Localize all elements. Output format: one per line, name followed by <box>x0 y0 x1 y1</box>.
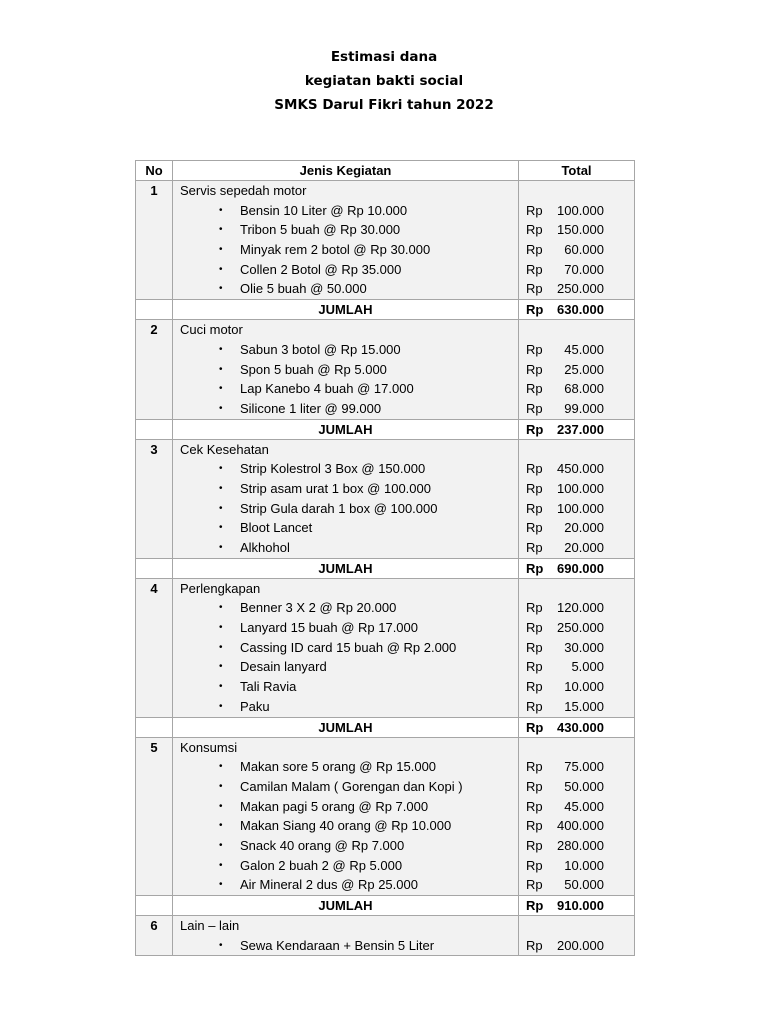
amount-spacer <box>519 916 634 936</box>
currency-label: Rp <box>526 421 544 437</box>
sum-amount-cell <box>519 896 635 916</box>
section-name: Servis sepedah motor <box>180 183 307 198</box>
sum-row <box>136 896 635 916</box>
currency-label: Rp <box>526 302 544 318</box>
section-items-cell <box>173 439 519 558</box>
list-item: • Spon 5 buah @ Rp 5.000 <box>173 360 518 380</box>
amount-value: 20.000 <box>564 540 604 555</box>
item-amount <box>519 220 634 240</box>
amount-value: 60.000 <box>564 242 604 258</box>
currency-label: Rp <box>526 818 543 834</box>
currency-label: Rp <box>526 242 543 258</box>
item-amount <box>519 499 634 519</box>
item-amount <box>519 697 634 717</box>
currency-label: Rp <box>526 857 543 873</box>
amount-value: 75.000 <box>564 759 604 775</box>
item-amount <box>519 518 634 538</box>
section-items-cell <box>173 320 519 419</box>
section-number <box>136 320 173 419</box>
sum-amount-cell <box>519 300 635 320</box>
item-amount <box>519 260 634 280</box>
list-item: • Sabun 3 botol @ Rp 15.000 <box>173 340 518 360</box>
list-item: • Minyak rem 2 botol @ Rp 30.000 <box>173 240 518 260</box>
section-row <box>136 181 635 300</box>
amount-value: 100.000 <box>557 500 604 516</box>
amount-value: 100.000 <box>557 202 604 218</box>
list-item: • Tribon 5 buah @ Rp 30.000 <box>173 220 518 240</box>
section-name: Cek Kesehatan <box>180 441 269 457</box>
amount-value: 120.000 <box>557 600 604 616</box>
section-number <box>136 737 173 896</box>
list-item: • Cassing ID card 15 buah @ Rp 2.000 <box>173 638 518 658</box>
currency-label: Rp <box>526 620 543 636</box>
currency-label: Rp <box>526 222 543 238</box>
amount-value: 150.000 <box>557 222 604 238</box>
item-amount <box>519 816 634 836</box>
sum-row <box>136 558 635 578</box>
amount-value: 100.000 <box>557 480 604 496</box>
amount-value: 250.000 <box>557 620 604 636</box>
section-amounts-cell <box>519 439 635 558</box>
item-amount <box>519 399 634 419</box>
sum-amount <box>519 420 634 439</box>
section-number <box>136 439 173 558</box>
amount-spacer <box>519 181 634 201</box>
list-item: • Makan Siang 40 orang @ Rp 10.000 <box>173 816 518 836</box>
item-amount <box>519 777 634 797</box>
currency-label: Rp <box>526 937 543 953</box>
list-item: • Air Mineral 2 dus @ Rp 25.000 <box>173 875 518 895</box>
amount-value: 15.000 <box>564 698 604 714</box>
amount-value: 10.000 <box>564 679 604 695</box>
sum-row <box>136 300 635 320</box>
item-amount <box>519 936 634 956</box>
budget-table <box>135 160 635 956</box>
currency-label: Rp <box>526 261 543 277</box>
item-amount <box>519 538 634 558</box>
sum-value: 630.000 <box>557 302 604 318</box>
list-item: • Strip Kolestrol 3 Box @ 150.000 <box>173 459 518 479</box>
amount-value: 50.000 <box>564 778 604 794</box>
list-item: • Olie 5 buah @ 50.000 <box>173 279 518 299</box>
section-number-text: 1 <box>150 183 158 198</box>
currency-label: Rp <box>526 361 543 377</box>
sum-amount-cell <box>519 558 635 578</box>
section-number <box>136 578 173 717</box>
list-item: • Makan sore 5 orang @ Rp 15.000 <box>173 757 518 777</box>
amount-value: 280.000 <box>557 837 604 853</box>
sum-row <box>136 419 635 439</box>
item-amount <box>519 360 634 380</box>
item-amount <box>519 598 634 618</box>
sum-no-cell <box>136 896 173 916</box>
amount-value: 20.000 <box>564 520 604 536</box>
sum-label: JUMLAH <box>173 300 519 320</box>
sum-label: JUMLAH <box>173 717 519 737</box>
amount-value: 70.000 <box>564 261 604 277</box>
section-name: Lain – lain <box>180 918 240 933</box>
currency-label: Rp <box>526 639 543 655</box>
amount-value: 25.000 <box>564 361 604 377</box>
currency-label: Rp <box>526 381 543 397</box>
amount-spacer <box>519 440 634 460</box>
sum-label: JUMLAH <box>173 419 519 439</box>
item-amount <box>519 797 634 817</box>
list-item: • Paku <box>173 697 518 717</box>
section-row <box>136 916 635 956</box>
amount-spacer <box>519 738 634 758</box>
currency-label: Rp <box>526 400 543 416</box>
list-item: • Bensin 10 Liter @ Rp 10.000 <box>173 201 518 221</box>
section-row <box>136 439 635 558</box>
currency-label: Rp <box>526 461 543 477</box>
list-item: • Makan pagi 5 orang @ Rp 7.000 <box>173 797 518 817</box>
sum-amount-cell <box>519 717 635 737</box>
sum-no-cell <box>136 300 173 320</box>
section-amounts-cell <box>519 181 635 300</box>
amount-value: 450.000 <box>557 461 604 477</box>
currency-label: Rp <box>526 778 543 794</box>
item-amount <box>519 836 634 856</box>
sum-amount-cell <box>519 419 635 439</box>
currency-label: Rp <box>526 877 543 893</box>
section-row <box>136 737 635 896</box>
amount-spacer <box>519 579 634 599</box>
list-item: • Lanyard 15 buah @ Rp 17.000 <box>173 618 518 638</box>
section-number-text: 5 <box>150 739 158 755</box>
section-number-text: 4 <box>150 580 158 596</box>
list-item: • Strip Gula darah 1 box @ 100.000 <box>173 499 518 519</box>
list-item: • Camilan Malam ( Gorengan dan Kopi ) <box>173 777 518 797</box>
header-total: Total <box>519 161 635 181</box>
header-jenis: Jenis Kegiatan <box>173 161 519 181</box>
sum-value: 237.000 <box>557 421 604 437</box>
table-body <box>136 181 635 956</box>
sum-no-cell <box>136 717 173 737</box>
item-amount <box>519 479 634 499</box>
item-amount <box>519 379 634 399</box>
list-item: • Lap Kanebo 4 buah @ 17.000 <box>173 379 518 399</box>
amount-value: 45.000 <box>564 798 604 814</box>
sum-no-cell <box>136 419 173 439</box>
section-amounts-cell <box>519 578 635 717</box>
list-item: • Strip asam urat 1 box @ 100.000 <box>173 479 518 499</box>
currency-label: Rp <box>526 600 543 616</box>
currency-label: Rp <box>526 798 543 814</box>
header-no: No <box>136 161 173 181</box>
sum-value: 910.000 <box>557 898 604 913</box>
doc-title-line-1: Estimasi dana <box>330 49 438 65</box>
sum-value: 690.000 <box>557 560 604 576</box>
sum-amount <box>519 300 634 319</box>
item-amount <box>519 240 634 260</box>
amount-value: 400.000 <box>557 818 604 834</box>
section-number-text: 3 <box>150 441 158 457</box>
currency-label: Rp <box>526 281 543 297</box>
section-name: Perlengkapan <box>180 580 261 596</box>
item-amount <box>519 638 634 658</box>
list-item: • Desain lanyard <box>173 657 518 677</box>
list-item: • Collen 2 Botol @ Rp 35.000 <box>173 260 518 280</box>
item-amount <box>519 340 634 360</box>
section-number-text: 6 <box>150 918 158 933</box>
section-row <box>136 320 635 419</box>
doc-title-line-3: SMKS Darul Fikri tahun 2022 <box>274 97 494 113</box>
currency-label: Rp <box>526 341 543 357</box>
item-amount <box>519 757 634 777</box>
currency-label: Rp <box>526 500 543 516</box>
sum-amount <box>519 559 634 578</box>
item-amount <box>519 201 634 221</box>
amount-value: 50.000 <box>564 877 604 893</box>
doc-title-line-2: kegiatan bakti social <box>304 73 464 89</box>
table-header-row <box>136 161 635 181</box>
amount-spacer <box>519 320 634 340</box>
item-amount <box>519 875 634 895</box>
list-item: • Silicone 1 liter @ 99.000 <box>173 399 518 419</box>
section-items-cell <box>173 181 519 300</box>
item-amount <box>519 677 634 697</box>
currency-label: Rp <box>526 202 543 218</box>
list-item: • Benner 3 X 2 @ Rp 20.000 <box>173 598 518 618</box>
sum-no-cell <box>136 558 173 578</box>
item-amount <box>519 856 634 876</box>
currency-label: Rp <box>526 659 543 675</box>
sum-label: JUMLAH <box>173 896 519 916</box>
section-row <box>136 578 635 717</box>
currency-label: Rp <box>526 480 543 496</box>
list-item: • Sewa Kendaraan + Bensin 5 Liter <box>173 936 518 956</box>
amount-value: 5.000 <box>571 659 604 675</box>
amount-value: 200.000 <box>557 937 604 953</box>
sum-value: 430.000 <box>557 719 604 735</box>
amount-value: 99.000 <box>564 400 604 416</box>
section-items-cell <box>173 578 519 717</box>
currency-label: Rp <box>526 837 543 853</box>
list-item: • Galon 2 buah 2 @ Rp 5.000 <box>173 856 518 876</box>
section-items-cell <box>173 737 519 896</box>
currency-label: Rp <box>526 719 544 735</box>
section-items-cell <box>173 916 519 956</box>
list-item: • Snack 40 orang @ Rp 7.000 <box>173 836 518 856</box>
section-amounts-cell <box>519 737 635 896</box>
amount-value: 30.000 <box>564 639 604 655</box>
list-item: • Alkhohol <box>173 538 518 558</box>
amount-value: 250.000 <box>557 281 604 297</box>
currency-label: Rp <box>526 540 543 555</box>
item-amount <box>519 657 634 677</box>
section-number <box>136 181 173 300</box>
currency-label: Rp <box>526 679 543 695</box>
section-amounts-cell <box>519 916 635 956</box>
section-name: Cuci motor <box>180 322 243 338</box>
item-amount <box>519 618 634 638</box>
sum-row <box>136 717 635 737</box>
currency-label: Rp <box>526 520 543 536</box>
section-amounts-cell <box>519 320 635 419</box>
currency-label: Rp <box>526 898 544 913</box>
section-number-text: 2 <box>150 322 158 338</box>
currency-label: Rp <box>526 698 543 714</box>
sum-amount <box>519 896 634 915</box>
section-number <box>136 916 173 956</box>
list-item: • Tali Ravia <box>173 677 518 697</box>
sum-label: JUMLAH <box>173 558 519 578</box>
amount-value: 45.000 <box>564 341 604 357</box>
amount-value: 10.000 <box>564 857 604 873</box>
section-name: Konsumsi <box>180 739 238 755</box>
item-amount <box>519 459 634 479</box>
amount-value: 68.000 <box>564 381 604 397</box>
list-item: • Bloot Lancet <box>173 518 518 538</box>
item-amount <box>519 279 634 299</box>
sum-amount <box>519 718 634 737</box>
currency-label: Rp <box>526 560 544 576</box>
currency-label: Rp <box>526 759 543 775</box>
